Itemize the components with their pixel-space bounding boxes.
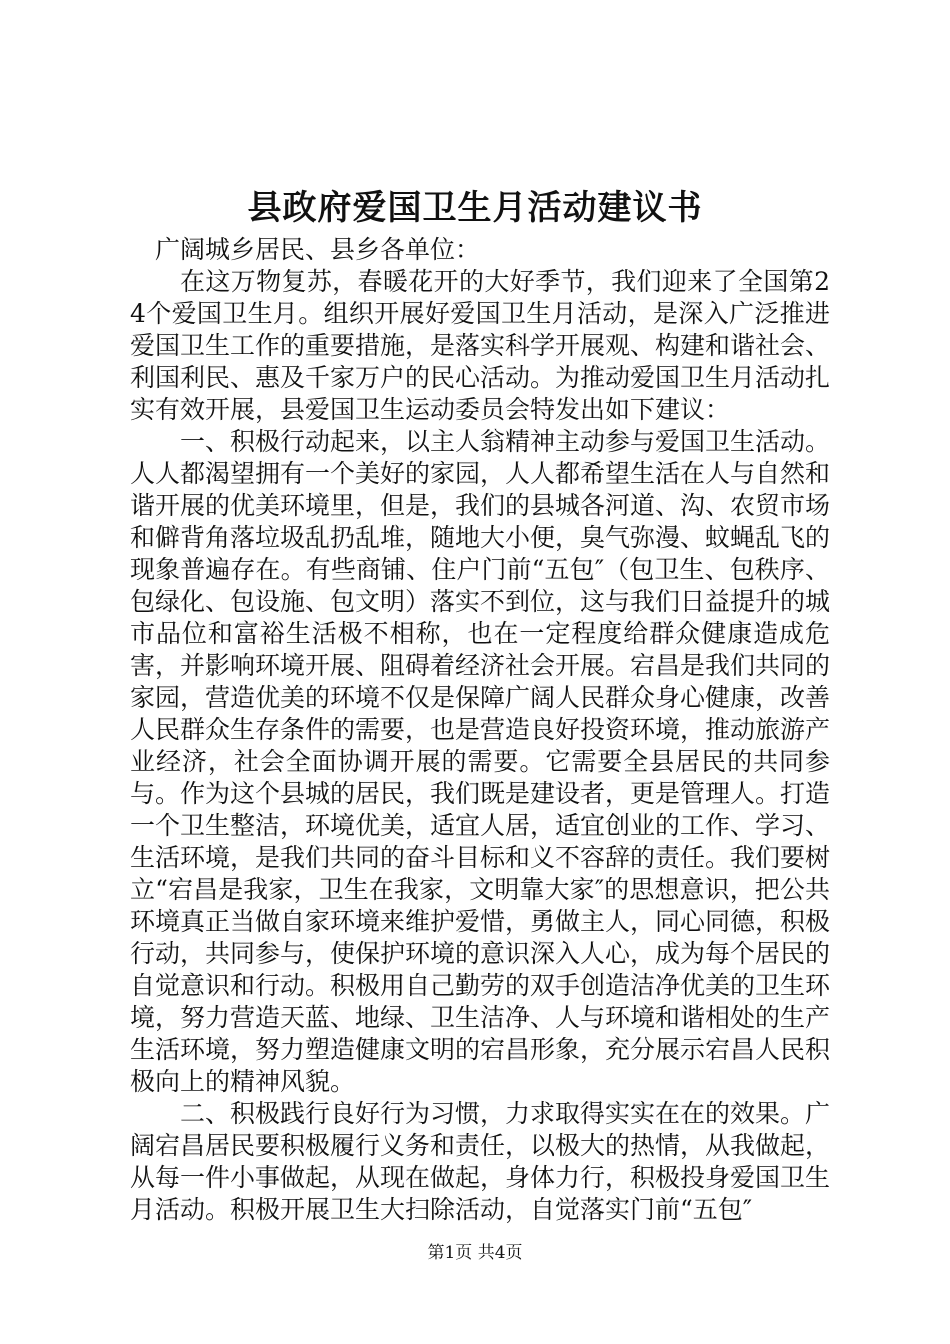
paragraph-intro: 在这万物复苏，春暖花开的大好季节，我们迎来了全国第24个爱国卫生月。组织开展好爱国卫生月活动，是深入广泛推进爱国卫生工作的重要措施，是落实科学开展观、构建和谐社会、利国利民、惠及千家万户的民心活动。为推动爱国卫生月活动扎实有效开展，县爱国卫生运动委员会特发出如下建议： <box>130 267 831 424</box>
document-title: 县政府爱国卫生月活动建议书 <box>247 188 703 228</box>
paragraph-section-one: 一、积极行动起来，以主人翁精神主动参与爱国卫生活动。人人都渴望拥有一个美好的家园，人人都希望生活在人与自然和谐开展的优美环境里，但是，我们的县城各河道、沟、农贸市场和僻背角落垃圾乱扔乱堆，随地大小便，臭气弥漫、蚊蝇乱飞的现象普遍存在。有些商铺、住户门前“五包″（包卫生、包秩序、包绿化、包设施、包文明）落实不到位，这与我们日益提升的城市品位和富裕生活极不相称，也在一定程度给群众健康造成危害，并影响环境开展、阻碍着经济社会开展。宕昌是我们共同的家园，营造优美的环境不仅是保障广阔人民群众身心健康，改善人民群众生存条件的需要，也是营造良好投资环境，推动旅游产业经济，社会全面协调开展的需要。它需要全县居民的共同参与。作为这个县城的居民，我们既是建设者，更是管理人。打造一个卫生整洁，环境优美，适宜人居，适宜创业的工作、学习、生活环境，是我们共同的奋斗目标和义不容辞的责任。我们要树立“宕昌是我家，卫生在我家，文明靠大家″的思想意识，把公共环境真正当做自家环境来维护爱惜，勇做主人，同心同德，积极行动，共同参与，使保护环境的意识深入人心，成为每个居民的自觉意识和行动。积极用自己勤劳的双手创造洁净优美的卫生环境，努力营造天蓝、地绿、卫生洁净、人与环境和谐相处的生产生活环境，努力塑造健康文明的宕昌形象，充分展示宕昌人民积极向上的精神风貌。 <box>130 427 831 1096</box>
paragraph-section-two: 二、积极践行良好行为习惯，力求取得实实在在的效果。广阔宕昌居民要积极履行义务和责任，以极大的热情，从我做起，从每一件小事做起，从现在做起，身体力行，积极投身爱国卫生月活动。积极开展卫生大扫除活动，自觉落实门前“五包″ <box>130 1099 831 1224</box>
page-number: 第1页 共4页 <box>427 1243 523 1263</box>
salutation: 广阔城乡居民、县乡各单位： <box>155 235 481 264</box>
document-body <box>130 234 830 1226</box>
